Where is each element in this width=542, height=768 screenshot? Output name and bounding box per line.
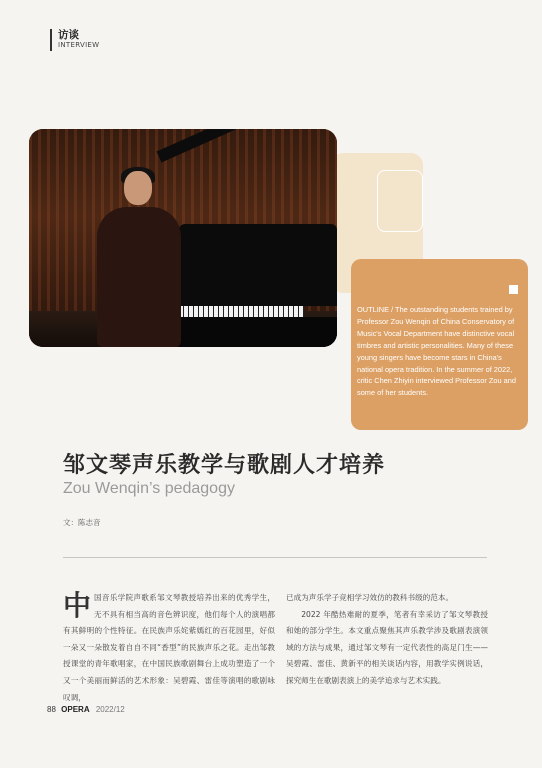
- piano-base: [179, 317, 337, 347]
- body-column-right: [286, 590, 488, 690]
- divider: [63, 557, 487, 558]
- body-paragraph: 已成为声乐学子竞相学习效仿的教科书级的范本。: [286, 593, 454, 602]
- outline-text: OUTLINE / The outstanding students trained by Professor Zou Wenqin of China Conservatory of Music's Vocal Department have distinctive vocal timbres and artistic personalities. Many of these young singers have become stars in China's national opera tradition. In the summer of 2022, critic Chen Zhiyin interviewed Professor Zou and some of her students.: [357, 305, 516, 398]
- body-column-left: [63, 590, 275, 706]
- section-bar: [50, 29, 52, 51]
- person-figure: [97, 207, 181, 347]
- page-number: 88: [47, 705, 56, 714]
- issue-number: 2022/12: [95, 705, 125, 714]
- section-label-zh: 访谈: [58, 29, 79, 41]
- outline-square-icon: [509, 285, 518, 294]
- decorative-frame: [377, 170, 423, 232]
- body-paragraph: 2022 年酷热难耐的夏季，笔者有幸采访了邹文琴教授和她的部分学生。本文重点聚焦其声乐教学涉及歌剧表演领域的方法与成果，通过邹文琴有一定代表性的高足门生——吴碧霞、雷佳、黄新平的相关谈话内容，用教学实例说话，探究师生在歌剧表演上的美学追求与艺术实践。: [286, 609, 488, 685]
- drop-cap: 中: [63, 589, 92, 622]
- person-head: [124, 171, 152, 205]
- page-footer: [47, 705, 125, 714]
- article-title-zh: 邹文琴声乐教学与歌剧人才培养: [63, 453, 386, 478]
- piano-keys: [179, 306, 304, 317]
- feature-photo: [29, 129, 337, 347]
- article-title-en: Zou Wenqin’s pedagogy: [63, 480, 235, 497]
- section-label-en: INTERVIEW: [58, 41, 100, 49]
- article-author: 文：陈志音: [63, 518, 101, 527]
- magazine-name: OPERA: [61, 705, 90, 714]
- body-paragraph: 国音乐学院声歌系邹文琴教授培养出来的优秀学生，无不具有相当高的音色辨识度，他们每个人的演唱都有其鲜明的个性特征。在民族声乐姹紫嫣红的百花园里，好似一朵又一朵散发着自自不同“香型”的民族声乐之花。走出邹教授课堂的青年歌唱家，在中国民族歌剧舞台上成功塑造了一个又一个美丽而鲜活的艺术形象：吴碧霞、雷佳等演唱的歌剧咏叹调，: [63, 593, 275, 702]
- piano-body: [179, 224, 337, 306]
